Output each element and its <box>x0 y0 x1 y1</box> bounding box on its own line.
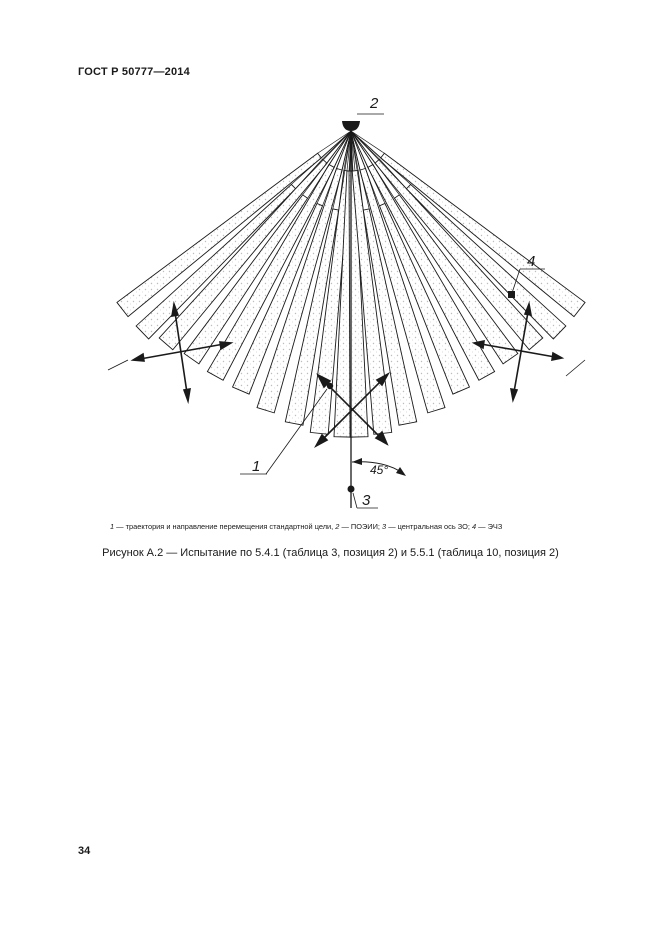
horizon-line-left <box>108 360 128 370</box>
label-2: 2 <box>370 95 379 112</box>
label-3-leader <box>353 493 357 508</box>
target-point <box>327 383 333 389</box>
page-number: 34 <box>78 845 91 857</box>
legend-text-2: — ПОЭИИ; <box>339 522 383 531</box>
legend-text-3: — центральная ось ЗО; <box>386 522 472 531</box>
sensor-symbol <box>342 121 360 131</box>
legend-text-4: — ЭЧЗ <box>476 522 503 531</box>
angle-arrow-right <box>396 467 406 476</box>
sensitive-element-marker <box>508 291 515 298</box>
legend-text-1: — траектория и направление перемещения стандартной цели, <box>114 522 336 531</box>
angle-arrow-left <box>352 458 362 465</box>
legend-num-1: 1 <box>110 522 115 531</box>
legend-num-4: 4 <box>471 522 477 531</box>
label-1: 1 <box>252 458 261 475</box>
figure-caption: Рисунок А.2 — Испытание по 5.4.1 (таблица 3, позиция 2) и 5.5.1 (таблица 10, позиция 2) <box>102 547 559 559</box>
label-4: 4 <box>527 253 536 270</box>
horizon-line-right <box>566 360 585 376</box>
axis-origin-point <box>348 486 355 493</box>
angle-label: 45° <box>370 463 389 477</box>
label-3: 3 <box>362 492 371 509</box>
beam-ray <box>291 131 351 184</box>
legend-num-2: 2 <box>335 522 340 531</box>
figure-legend <box>110 522 610 531</box>
standard-designation: ГОСТ Р 50777—2014 <box>78 66 190 78</box>
legend-num-3: 3 <box>382 522 387 531</box>
